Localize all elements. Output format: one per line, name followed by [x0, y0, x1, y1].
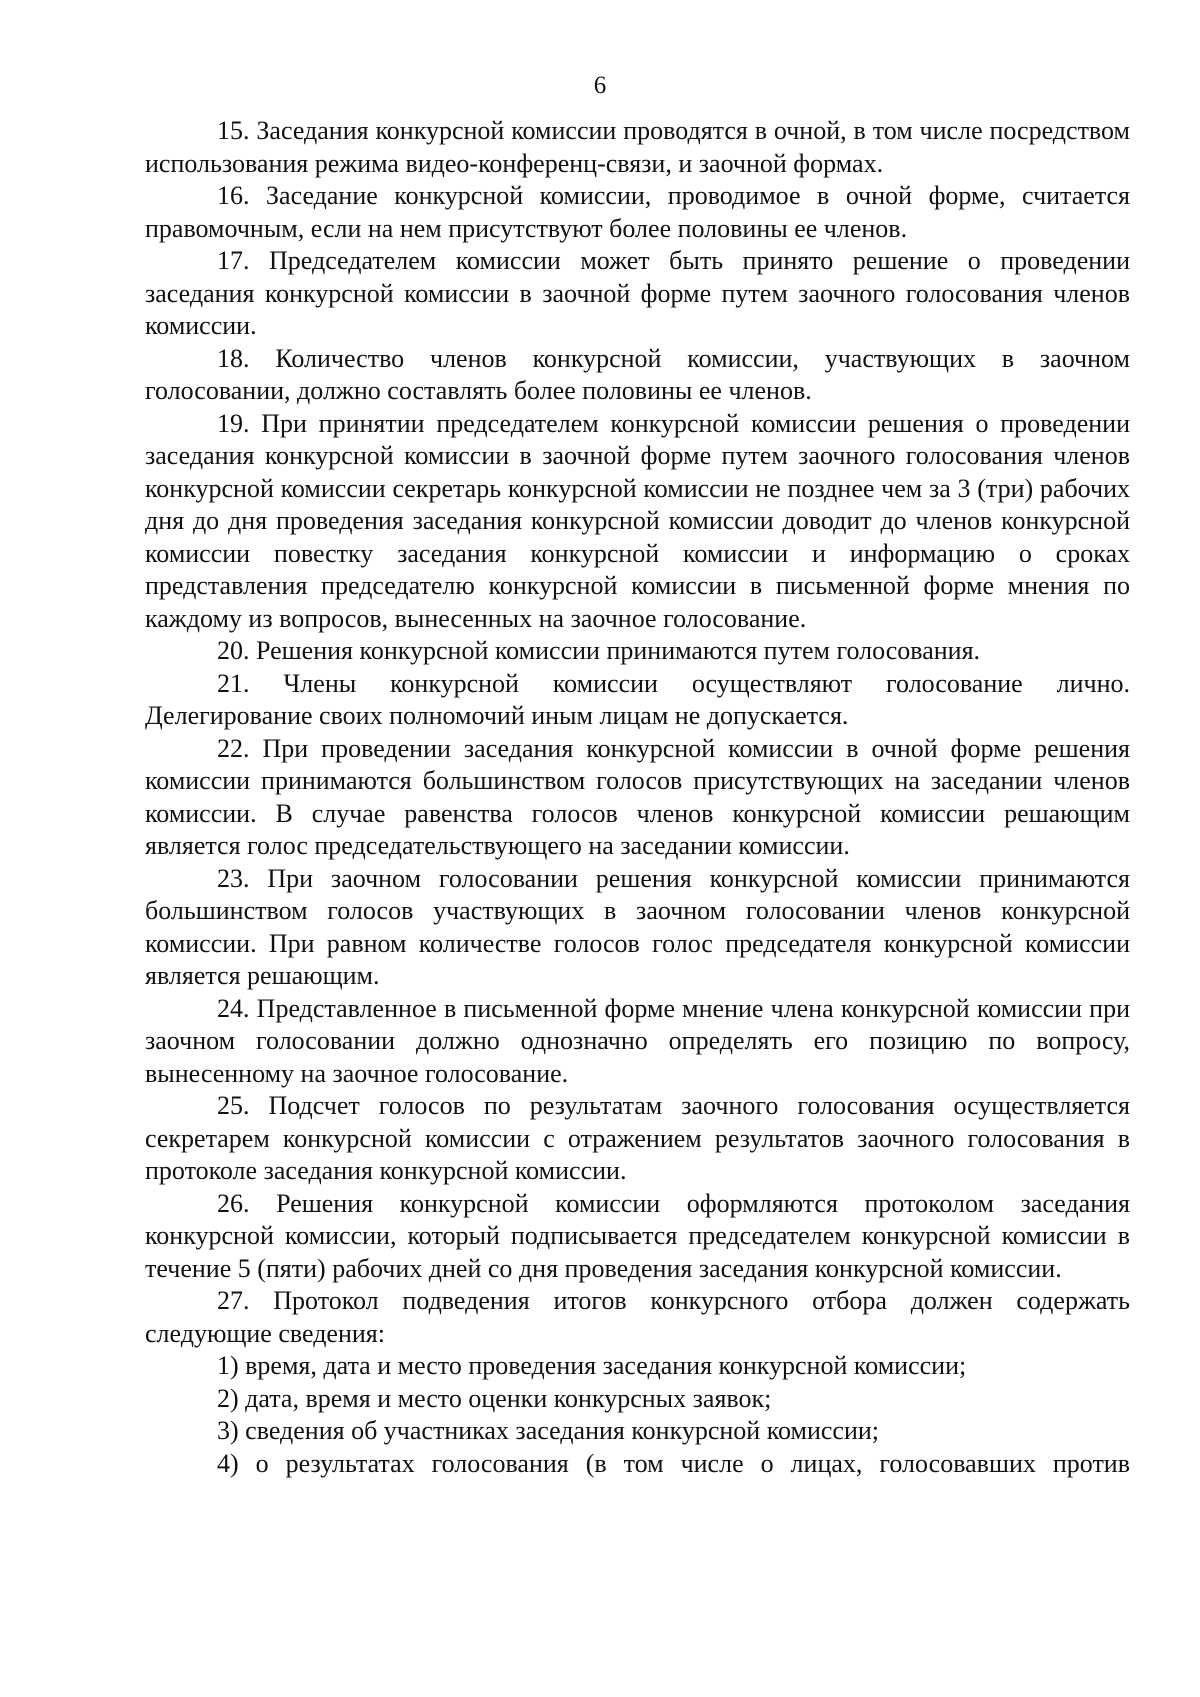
- paragraph-24: 24. Представленное в письменной форме мнение члена конкурсной комиссии при заочном голосовании должно однозначно определять его позицию по вопросу, вынесенному на заочное голосование.: [145, 993, 1130, 1088]
- list-item-4: 4) о результатах голосования (в том числе о лицах, голосовавших против: [217, 1448, 1130, 1478]
- paragraph-23: 23. При заочном голосовании решения конкурсной комиссии принимаются большинством голосов участвующих в заочном голосовании членов конкурсной комиссии. При равном количестве голосов голос председателя конкурсной комиссии является решающим.: [145, 863, 1130, 990]
- paragraph-21: 21. Члены конкурсной комиссии осуществляют голосование лично. Делегирование своих полномочий иным лицам не допускается.: [145, 668, 1130, 730]
- list-item-2: 2) дата, время и место оценки конкурсных заявок;: [217, 1383, 772, 1413]
- paragraph-22: 22. При проведении заседания конкурсной комиссии в очной форме решения комиссии принимаются большинством голосов присутствующих на заседании членов комиссии. В случае равенства голосов членов конкурсной комиссии решающим является голос председательствующего на заседании комиссии.: [145, 733, 1130, 860]
- paragraph-27: 27. Протокол подведения итогов конкурсного отбора должен содержать следующие сведения:: [145, 1286, 1130, 1348]
- list-item-3: 3) сведения об участниках заседания конкурсной комиссии;: [217, 1416, 880, 1445]
- paragraph-15: 15. Заседания конкурсной комиссии проводятся в очной, в том числе посредством использования режима видео-конференц-связи, и заочной формах.: [145, 116, 1130, 178]
- list-item-1: 1) время, дата и место проведения заседания конкурсной комиссии;: [217, 1351, 967, 1380]
- paragraph-16: 16. Заседание конкурсной комиссии, проводимое в очной форме, считается правомочным, если на нем присутствуют более половины ее членов.: [145, 181, 1130, 243]
- paragraph-25: 25. Подсчет голосов по результатам заочного голосования осуществляется секретарем конкурсной комиссии с отражением результатов заочного голосования в протоколе заседания конкурсной комиссии.: [145, 1091, 1130, 1185]
- paragraph-17: 17. Председателем комиссии может быть принято решение о проведении заседания конкурсной комиссии в заочной форме путем заочного голосования членов комиссии.: [145, 246, 1130, 340]
- paragraph-20: 20. Решения конкурсной комиссии принимаются путем голосования.: [217, 636, 981, 665]
- page-number: 6: [593, 72, 607, 99]
- document-body: [145, 115, 1130, 1480]
- paragraph-19: 19. При принятии председателем конкурсной комиссии решения о проведении заседания конкурсной комиссии в заочной форме путем заочного голосования членов конкурсной комиссии секретарь конкурсной комиссии не позднее чем за 3 (три) рабочих дня до дня проведения заседания конкурсной комиссии доводит до членов конкурсной комиссии повестку заседания конкурсной комиссии и информацию о сроках представления председателю конкурсной комиссии в письменной форме мнения по каждому из вопросов, вынесенных на заочное голосование.: [145, 408, 1130, 633]
- paragraph-26: 26. Решения конкурсной комиссии оформляются протоколом заседания конкурсной комиссии, который подписывается председателем конкурсной комиссии в течение 5 (пяти) рабочих дней со дня проведения заседания конкурсной комиссии.: [145, 1188, 1130, 1283]
- paragraph-18: 18. Количество членов конкурсной комиссии, участвующих в заочном голосовании, должно составлять более половины ее членов.: [145, 343, 1130, 405]
